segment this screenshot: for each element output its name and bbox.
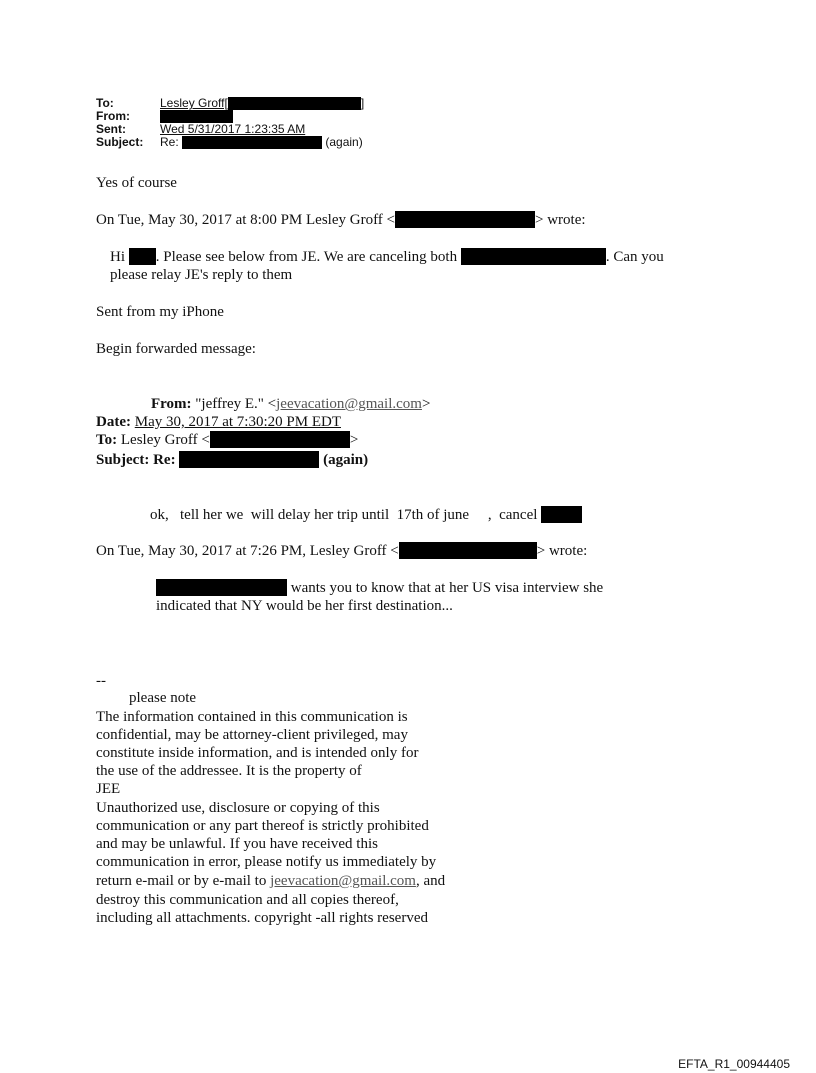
redaction-block: [210, 431, 350, 448]
from-email-link[interactable]: jeevacation@gmail.com: [276, 396, 422, 412]
redaction-block: [399, 542, 537, 559]
forwarded-to: To: Lesley Groff < >: [96, 432, 359, 448]
disclaimer-line: confidential, may be attorney-client privileged, may: [96, 727, 408, 743]
forwarded-from: From: "jeffrey E." <jeevacation@gmail.com>: [151, 396, 431, 412]
sent-value: Wed 5/31/2017 1:23:35 AM: [160, 122, 306, 136]
quote2-attribution: On Tue, May 30, 2017 at 7:26 PM, Lesley Groff < > wrote:: [96, 543, 588, 559]
quote2-line2: indicated that NY would be her first destination...: [156, 598, 453, 614]
redaction-block: [461, 248, 606, 265]
redaction-block: [182, 136, 322, 149]
redaction-block: [541, 506, 582, 523]
disclaimer-line: the use of the addressee. It is the property of: [96, 763, 362, 779]
disclaimer-line: constitute inside information, and is intended only for: [96, 745, 419, 761]
disclaimer-line: communication in error, please notify us immediately by: [96, 854, 437, 870]
redaction-block: [395, 211, 535, 228]
forwarded-subject: Subject: Re: (again): [96, 452, 369, 468]
to-value: Lesley Groff[: [160, 96, 228, 110]
quote1-line1: Hi . Please see below from JE. We are canceling both . Can you: [110, 249, 664, 265]
from-label: From:: [96, 109, 130, 123]
disclaimer-line: The information contained in this communication is: [96, 709, 408, 725]
disclaimer-line: and may be unlawful. If you have received this: [96, 836, 378, 852]
disclaimer-email-line: return e-mail or by e-mail to jeevacation@gmail.com, and: [96, 873, 446, 889]
to-close: ]: [360, 96, 365, 110]
subject-suffix: (again): [325, 135, 363, 149]
quote2-line1: wants you to know that at her US visa interview she: [156, 579, 603, 597]
reply-text: Yes of course: [96, 175, 177, 191]
sent-from-iphone: Sent from my iPhone: [96, 304, 224, 320]
begin-forwarded: Begin forwarded message:: [96, 341, 256, 357]
subject-label: Subject:: [96, 135, 144, 149]
redaction-block: [228, 97, 361, 110]
disclaimer-line: communication or any part thereof is strictly prohibited: [96, 818, 429, 834]
disclaimer-line: JEE: [96, 781, 121, 797]
forwarded-body: ok, tell her we will delay her trip until 17th of june , cancel: [150, 506, 582, 524]
sent-label: Sent:: [96, 122, 126, 136]
disclaimer-line: destroy this communication and all copies thereof,: [96, 892, 399, 908]
please-note: please note: [129, 690, 197, 706]
header-subject-row: [96, 136, 364, 149]
document-id: EFTA_R1_00944405: [678, 1057, 790, 1071]
disclaimer-line: Unauthorized use, disclosure or copying of this: [96, 800, 380, 816]
subject-prefix: Re:: [160, 135, 179, 149]
header-to-row: [96, 97, 364, 110]
to-label: To:: [96, 96, 114, 110]
email-header: [96, 97, 364, 149]
forwarded-date: Date: May 30, 2017 at 7:30:20 PM EDT: [96, 414, 341, 430]
signature-dashes: --: [96, 673, 106, 689]
disclaimer-email-link[interactable]: jeevacation@gmail.com: [270, 873, 416, 889]
quote1-attribution: On Tue, May 30, 2017 at 8:00 PM Lesley Groff < > wrote:: [96, 212, 586, 228]
disclaimer-line: including all attachments. copyright -all rights reserved: [96, 910, 428, 926]
redaction-block: [179, 451, 319, 468]
quote1-line2: please relay JE's reply to them: [110, 267, 293, 283]
redaction-block: [129, 248, 156, 265]
redaction-block: [156, 579, 287, 596]
